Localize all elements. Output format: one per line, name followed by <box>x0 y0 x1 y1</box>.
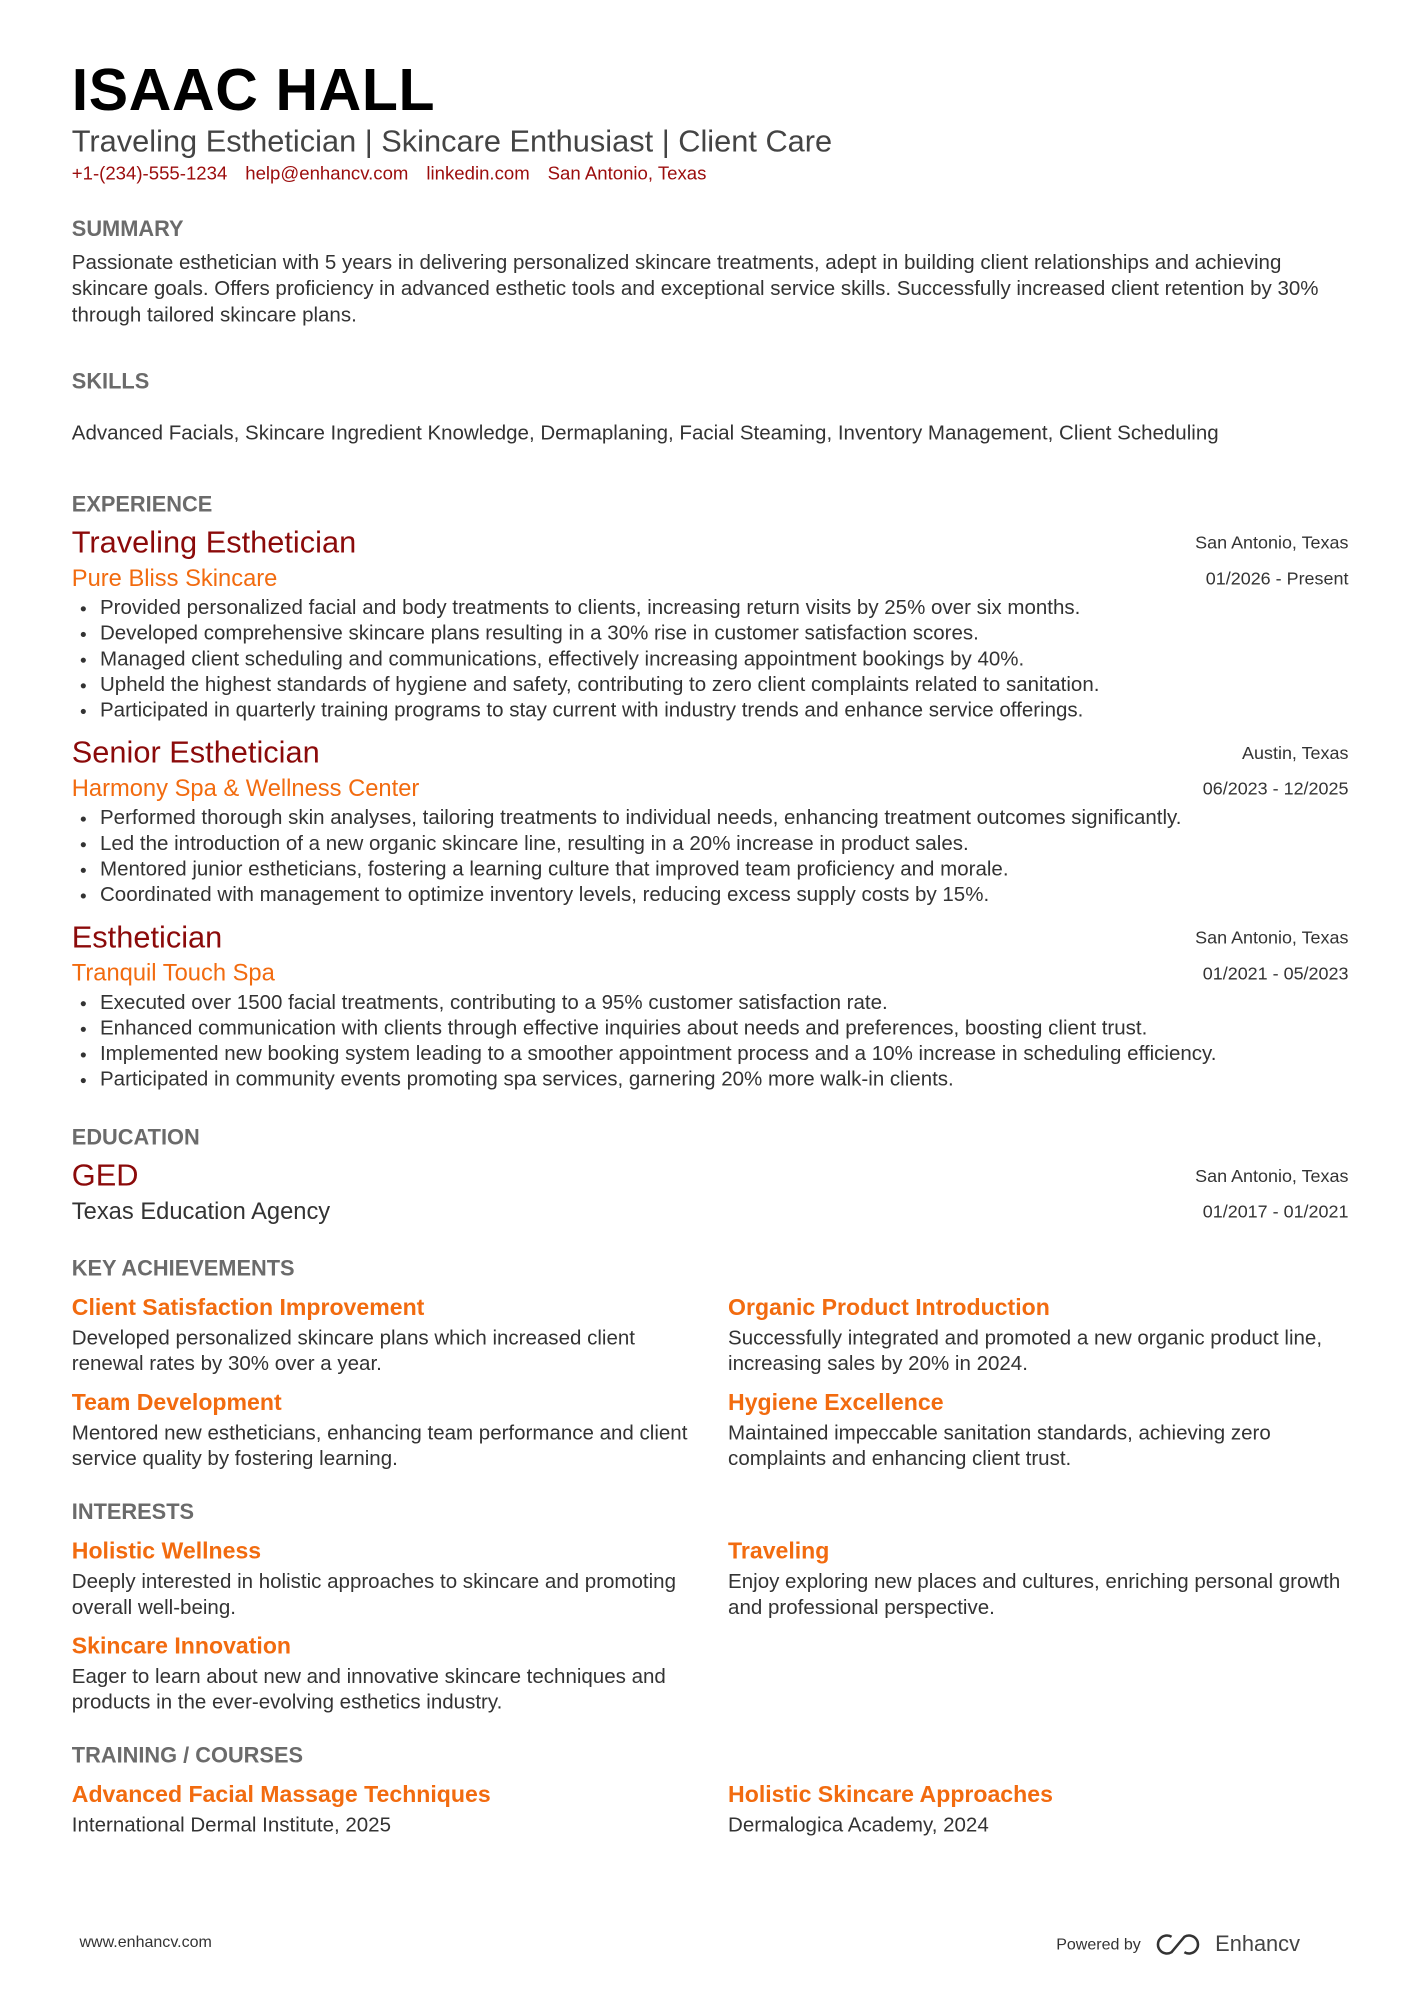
bullet-item: • Participated in community events promoting spa services, garnering 20% more walk-in clients. <box>100 1068 1348 1094</box>
interests-item-title: Holistic Wellness <box>71 1538 262 1564</box>
education-entry <box>72 1157 1349 1226</box>
experience-list <box>72 524 1349 1093</box>
achievements-item-text: Developed personalized skincare plans which increased client renewal rates by 30% over a year. <box>71 1327 635 1376</box>
job-entry <box>72 734 1349 908</box>
job-dates: 01/2026 - Present <box>1205 567 1349 589</box>
bullet-item: • Executed over 1500 facial treatments, contributing to a 95% customer satisfaction rate. <box>100 991 1348 1017</box>
footer-powered <box>1056 1932 1300 1958</box>
job-location: San Antonio, Texas <box>1195 531 1349 553</box>
bullet-item: • Enhanced communication with clients through effective inquiries about needs and preferences, boosting client trust. <box>100 1016 1348 1042</box>
job-meta <box>1195 919 1348 991</box>
section-title-skills: SKILLS <box>71 369 150 394</box>
bullet-item: • Provided personalized facial and body treatments to clients, increasing return visits by 25% over six months. <box>100 596 1348 622</box>
interests-item-title: Skincare Innovation <box>71 1632 292 1659</box>
achievements-item-title: Team Development <box>71 1389 282 1415</box>
training-item <box>728 1778 1348 1840</box>
education-dates: 01/2017 - 01/2021 <box>1202 1200 1349 1222</box>
job-bullets <box>72 806 1349 909</box>
training-item-title: Advanced Facial Massage Techniques <box>71 1781 491 1808</box>
bullet-item: • Performed thorough skin analyses, tailoring treatments to individual needs, enhancing treatment outcomes significantly. <box>100 806 1348 832</box>
training-item-title: Holistic Skincare Approaches <box>728 1781 1053 1808</box>
job-location: San Antonio, Texas <box>1195 926 1349 948</box>
bullet-item: • Mentored junior estheticians, fostering a learning culture that improved team proficiency and morale. <box>100 857 1348 883</box>
school: Texas Education Agency <box>71 1197 331 1224</box>
job-bullets <box>72 596 1349 724</box>
bullet-item: • Coordinated with management to optimize inventory levels, reducing excess supply costs by 15%. <box>100 883 1348 909</box>
education-location: San Antonio, Texas <box>1195 1165 1349 1186</box>
job-meta <box>1203 734 1349 806</box>
achievements-item-title: Client Satisfaction Improvement <box>71 1294 425 1321</box>
company-name: Harmony Spa & Wellness Center <box>71 774 420 801</box>
achievements-item-title: Hygiene Excellence <box>728 1389 944 1415</box>
candidate-name: ISAAC HALL <box>71 56 436 124</box>
enhancv-logo-icon <box>1154 1932 1203 1958</box>
training-item <box>72 1778 728 1840</box>
interests-item-text: Eager to learn about new and innovative skincare techniques and products in the ever-evolving esthetics industry. <box>71 1666 666 1714</box>
skills-text: Advanced Facials, Skincare Ingredient Knowledge, Dermaplaning, Facial Steaming, Inventory Management, Client Scheduling <box>71 422 1219 445</box>
interests-item-text: Deeply interested in holistic approaches to skincare and promoting overall well-being. <box>71 1571 676 1619</box>
location: San Antonio, Texas <box>547 164 707 185</box>
achievements-item <box>72 1291 728 1378</box>
bullet-item: • Implemented new booking system leading to a smoother appointment process and a 10% increase in scheduling efficiency. <box>100 1042 1348 1068</box>
bullet-item: • Led the introduction of a new organic skincare line, resulting in a 20% increase in product sales. <box>100 832 1348 858</box>
section-title-training: TRAINING / COURSES <box>71 1743 304 1768</box>
training-item-text: International Dermal Institute, 2025 <box>71 1814 391 1837</box>
job-dates: 06/2023 - 12/2025 <box>1202 777 1349 799</box>
candidate-subtitle: Traveling Esthetician | Skincare Enthusiast | Client Care <box>71 124 833 159</box>
achievements-item <box>728 1291 1348 1378</box>
job-title: Traveling Esthetician <box>71 525 357 561</box>
job-dates: 01/2021 - 05/2023 <box>1202 962 1349 984</box>
job-location: Austin, Texas <box>1242 742 1349 763</box>
interests-item <box>72 1534 728 1621</box>
achievements-item-text: Successfully integrated and promoted a new organic product line, increasing sales by 20% in 2024. <box>728 1327 1323 1376</box>
interests-item <box>72 1629 728 1716</box>
achievements-item-title: Organic Product Introduction <box>728 1294 1050 1321</box>
footer-website[interactable]: www.enhancv.com <box>79 1932 212 1951</box>
bullet-item: • Managed client scheduling and communications, effectively increasing appointment bookings by 40%. <box>100 647 1348 673</box>
interests-item-title: Traveling <box>728 1538 830 1564</box>
interests-item-text: Enjoy exploring new places and cultures, enriching personal growth and professional perspective. <box>728 1571 1341 1619</box>
interests-item <box>728 1534 1348 1621</box>
section-title-achievements: KEY ACHIEVEMENTS <box>71 1256 295 1281</box>
company-name: Tranquil Touch Spa <box>71 958 275 986</box>
section-title-interests: INTERESTS <box>71 1499 195 1524</box>
section-title-education: EDUCATION <box>71 1125 200 1150</box>
phone: +1-(234)-555-1234 <box>71 164 228 185</box>
achievements-grid <box>72 1283 1349 1473</box>
bullet-item: • Developed comprehensive skincare plans resulting in a 30% rise in customer satisfaction scores. <box>100 622 1348 648</box>
job-bullets <box>72 991 1349 1094</box>
bullet-item: • Upheld the highest standards of hygiene and safety, contributing to zero client complaints related to sanitation. <box>100 673 1348 699</box>
job-entry <box>72 524 1349 724</box>
bullet-item: • Participated in quarterly training programs to stay current with industry trends and enhance service offerings. <box>100 698 1348 724</box>
achievements-item <box>728 1385 1348 1472</box>
job-entry <box>72 919 1349 1093</box>
job-meta <box>1195 524 1348 596</box>
achievements-item <box>72 1385 728 1472</box>
achievements-item-text: Maintained impeccable sanitation standards, achieving zero complaints and enhancing client trust. <box>728 1422 1271 1471</box>
email-link[interactable]: help@enhancv.com <box>245 164 409 185</box>
achievements-item-text: Mentored new estheticians, enhancing team performance and client service quality by fostering learning. <box>71 1422 688 1471</box>
training-item-text: Dermalogica Academy, 2024 <box>728 1814 989 1837</box>
job-title: Esthetician <box>71 920 223 955</box>
interests-grid <box>72 1526 1349 1716</box>
powered-by-label: Powered by <box>1056 1935 1141 1954</box>
company-name: Pure Bliss Skincare <box>71 563 278 591</box>
degree: GED <box>71 1158 139 1194</box>
section-title-summary: SUMMARY <box>71 216 184 241</box>
section-title-experience: EXPERIENCE <box>71 492 213 517</box>
contact-info <box>72 162 1349 188</box>
summary-text: Passionate esthetician with 5 years in delivering personalized skincare treatments, adept in building client relationships and achieving skincare goals. Offers proficiency in advanced esthetic tools and exceptional service skills. Successfully increased client retention by 30% through tailored skincare plans. <box>71 252 1319 327</box>
job-title: Senior Esthetician <box>71 735 320 771</box>
linkedin-link[interactable]: linkedin.com <box>426 164 530 185</box>
training-grid <box>72 1770 1349 1839</box>
enhancv-brand: Enhancv <box>1215 1931 1300 1957</box>
